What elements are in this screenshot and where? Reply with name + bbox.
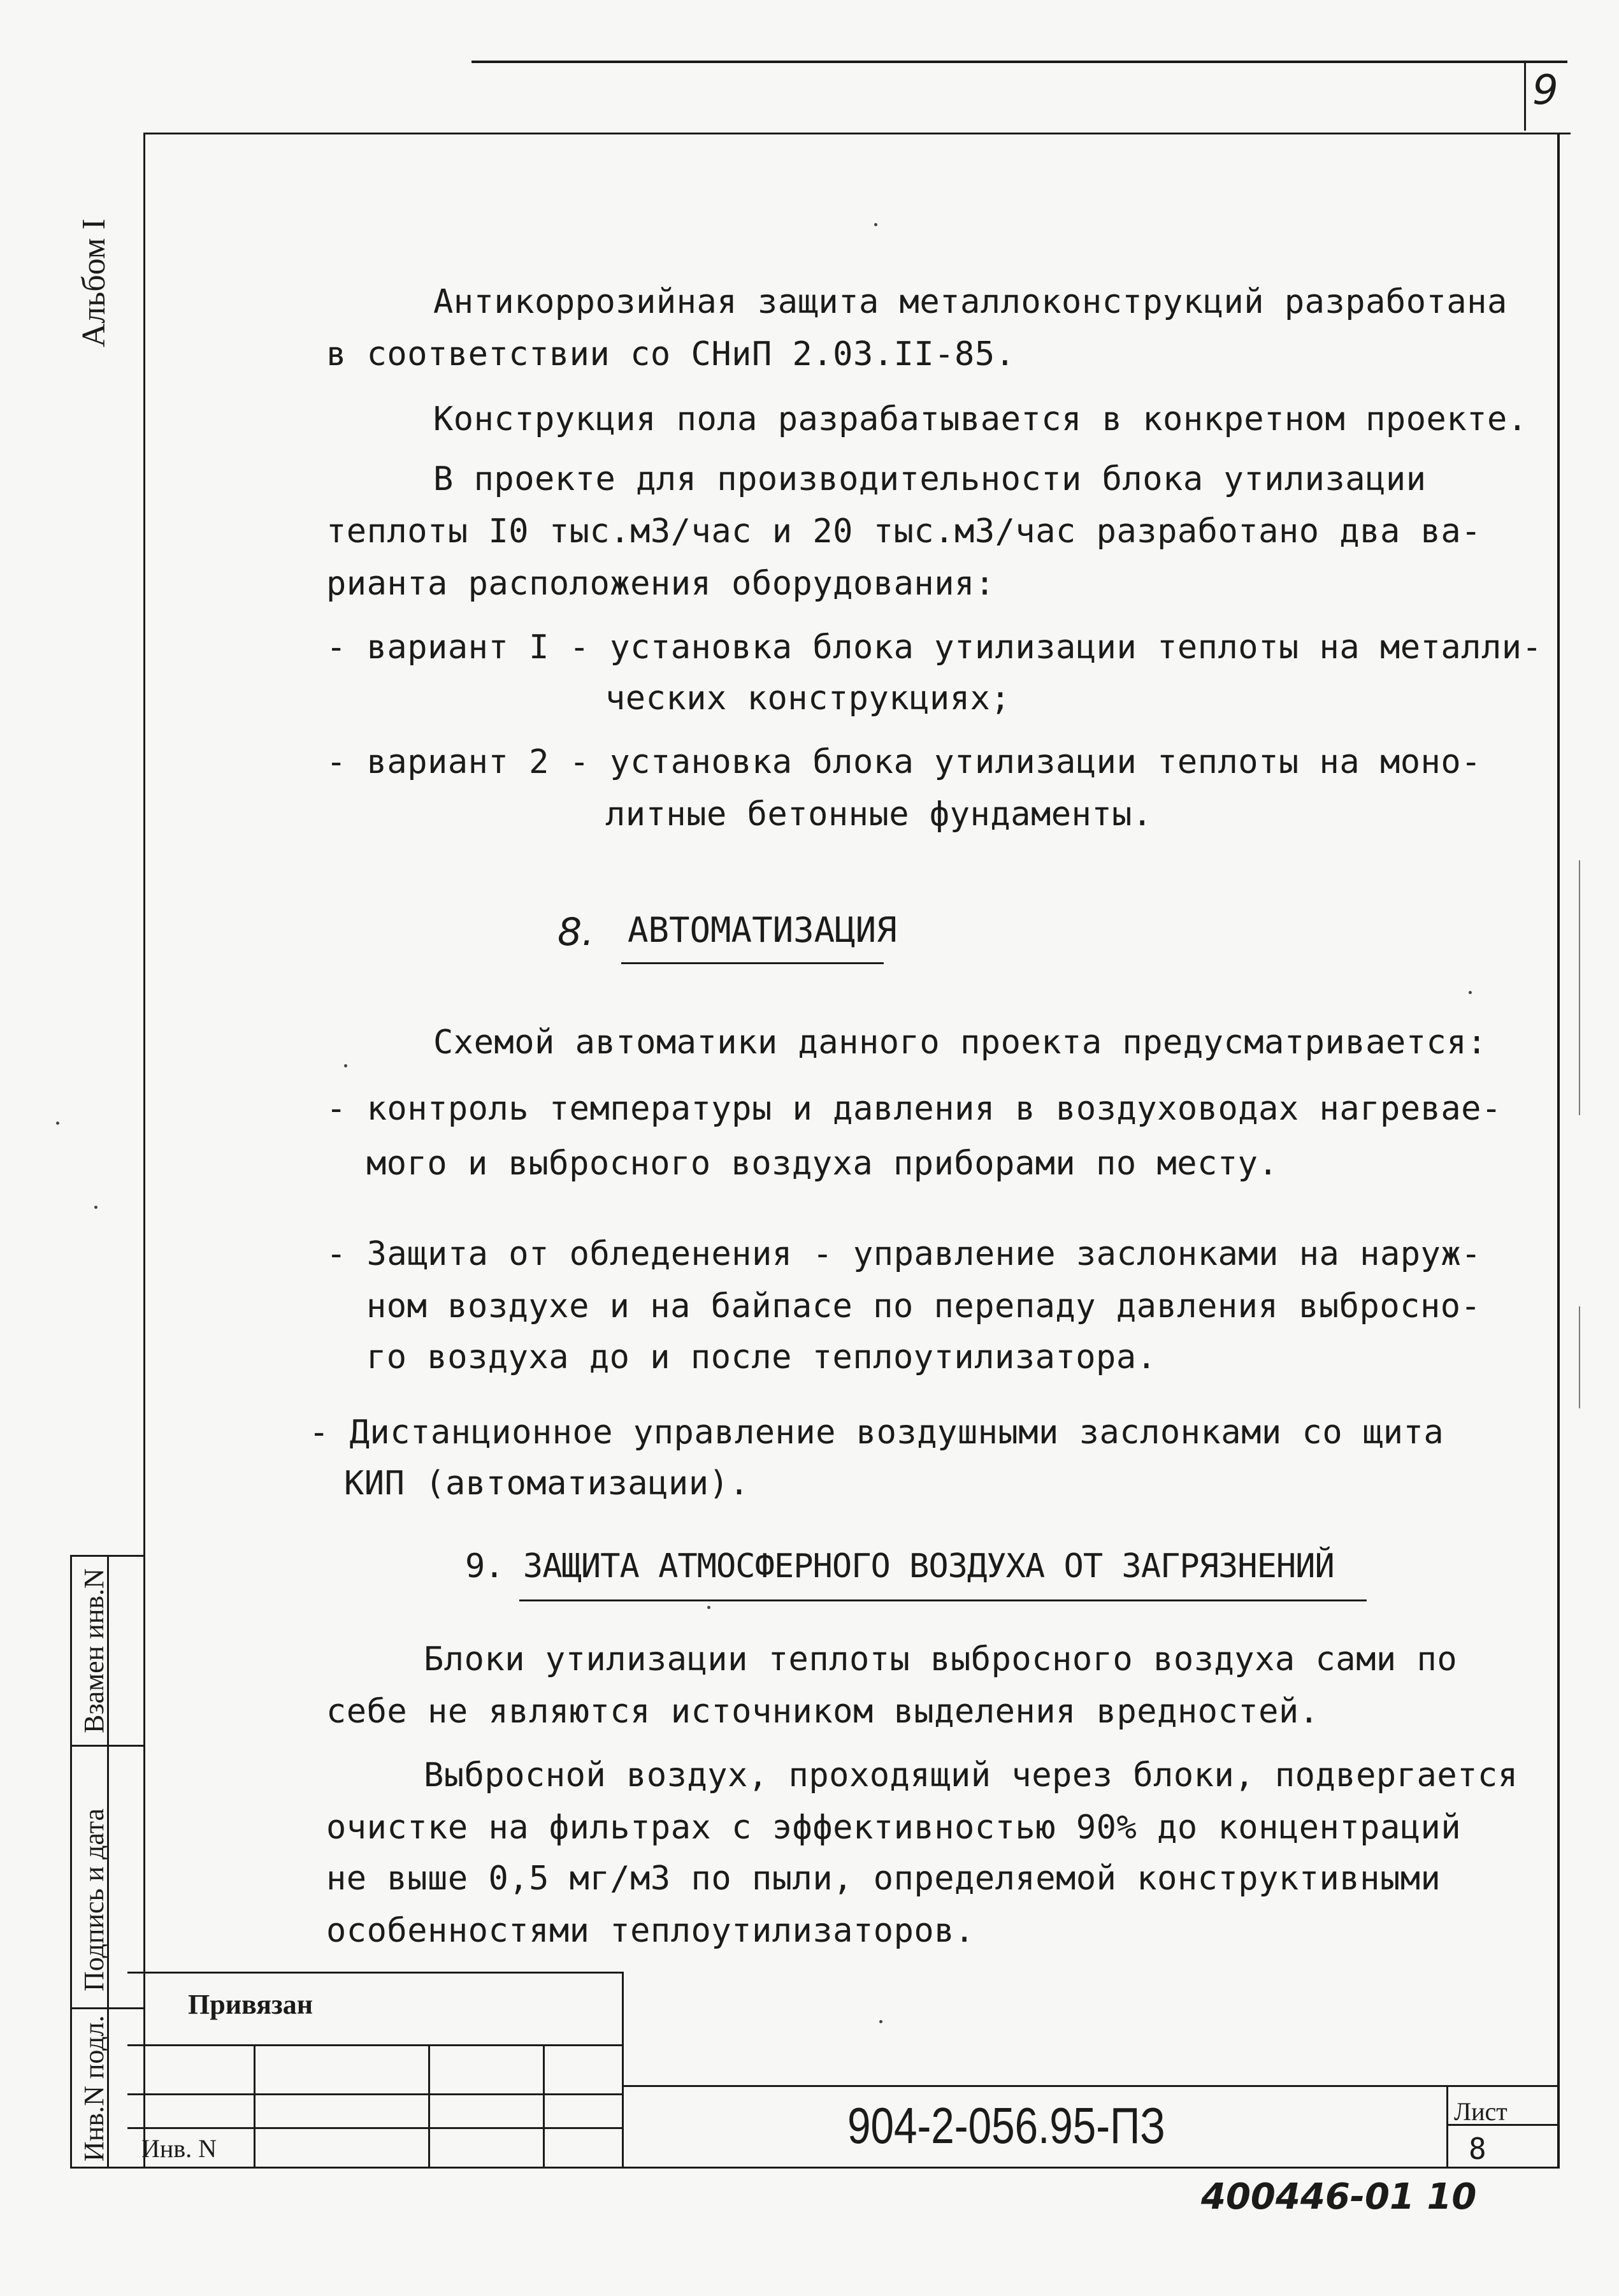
tb-col3 — [543, 2044, 545, 2169]
top-rule — [471, 61, 1567, 63]
tb-line3 — [127, 2127, 623, 2129]
variant2-line2: литные бетонные фундаменты. — [605, 795, 1153, 834]
archive-number: 400446-01 10 — [1201, 2176, 1477, 2218]
scan-mark-2 — [1579, 1306, 1580, 1408]
stamp-row1 — [70, 1745, 145, 1747]
s8-bullet1-line2: мого и выбросного воздуха приборами по месту. — [366, 1144, 1279, 1183]
speck — [707, 1606, 710, 1609]
s9-p1-line2: себе не являются источником выделения вредностей. — [326, 1693, 1320, 1731]
s9-p2-line4: особенностями теплоутилизаторов. — [326, 1912, 975, 1950]
speck — [879, 2020, 882, 2023]
stamp-inv-podl: Инв.N подл. — [78, 2015, 110, 2162]
speck — [94, 1206, 97, 1209]
p3-line1: В проекте для производительности блока утилизации — [433, 460, 1427, 498]
tb-col2 — [428, 2044, 430, 2169]
sheet-divider — [1446, 2085, 1448, 2169]
s8-bullet1-line1: - контроль температуры и давления в воздуховодах нагревае- — [326, 1090, 1502, 1128]
variant1-line2: ческих конструкциях; — [605, 679, 1011, 718]
tb-inv-n: Инв. N — [141, 2134, 217, 2163]
section8-underline — [621, 962, 884, 964]
stamp-main-top — [622, 2085, 1558, 2087]
tb-privyazan: Привязан — [188, 1989, 313, 2020]
speck — [1469, 991, 1472, 994]
section9-title: 9. ЗАЩИТА АТМОСФЕРНОГО ВОЗДУХА ОТ ЗАГРЯЗНЕНИЙ — [465, 1547, 1334, 1585]
speck — [56, 1122, 59, 1125]
stamp-outer-left — [70, 1555, 72, 2169]
tb-top — [127, 1972, 623, 1974]
p3-line2: теплоты I0 тыс.м3/час и 20 тыс.м3/час разработано два ва- — [326, 512, 1481, 551]
frame-left — [143, 133, 145, 2169]
p3-line3: рианта расположения оборудования: — [326, 565, 995, 603]
section9-underline — [519, 1599, 1367, 1601]
s8-bullet2-line3: го воздуха до и после теплоутилизатора. — [366, 1338, 1157, 1376]
speck — [344, 1064, 347, 1067]
section8-title: АВТОМАТИЗАЦИЯ — [628, 910, 897, 950]
tb-line1 — [127, 2044, 623, 2046]
s9-p2-line1: Выбросной воздух, проходящий через блоки, подвергается — [424, 1756, 1518, 1794]
album-label: Альбом I — [76, 219, 112, 347]
stamp-row2 — [70, 2007, 145, 2009]
s8-bullet3-line2: КИП (автоматизации). — [344, 1464, 750, 1503]
frame-bottom — [70, 2167, 1560, 2169]
frame-right — [1557, 133, 1560, 2169]
sheet-label: Лист — [1454, 2097, 1507, 2126]
s8-bullet2-line2: ном воздухе и на байпасе по перепаду давления выбросно- — [366, 1287, 1481, 1325]
stamp-podpis: Подпись и дата — [78, 1808, 110, 1991]
p1-line1: Антикоррозийная защита металлоконструкций разработана — [433, 283, 1507, 321]
corner-box-rule — [1524, 61, 1526, 131]
tb-line2 — [127, 2093, 623, 2095]
s9-p1-line1: Блоки утилизации теплоты выбросного воздуха сами по — [424, 1640, 1458, 1679]
speck — [874, 223, 877, 226]
p1-line2: в соответствии со СНиП 2.03.II-85. — [326, 335, 1016, 373]
tb-right — [622, 1972, 624, 2169]
scan-mark-1 — [1579, 860, 1580, 1115]
section8-number: 8. — [558, 910, 594, 955]
page-corner-number: 9 — [1532, 67, 1558, 114]
s9-p2-line3: не выше 0,5 мг/м3 по пыли, определяемой конструктивными — [326, 1859, 1441, 1898]
variant2-line1: - вариант 2 - установка блока утилизации теплоты на моно- — [326, 743, 1481, 781]
variant1-line1: - вариант I - установка блока утилизации теплоты на металли- — [326, 628, 1543, 667]
frame-top — [143, 133, 1571, 134]
p2: Конструкция пола разрабатывается в конкретном проекте. — [433, 400, 1528, 438]
tb-col1 — [254, 2044, 255, 2169]
sheet-number: 8 — [1469, 2132, 1486, 2166]
stamp-vzamen: Взамен инв.N — [78, 1568, 110, 1733]
s8-bullet2-line1: - Защита от обледенения - управление заслонками на наруж- — [326, 1235, 1481, 1273]
s9-p2-line2: очистке на фильтрах с эффективностью 90% до концентраций — [326, 1809, 1462, 1847]
s8-intro: Схемой автоматики данного проекта предусматривается: — [433, 1023, 1487, 1062]
s8-bullet3-line1: - Дистанционное управление воздушными заслонками со щита — [309, 1413, 1444, 1452]
doc-code: 904-2-056.95-ПЗ — [847, 2097, 1165, 2154]
